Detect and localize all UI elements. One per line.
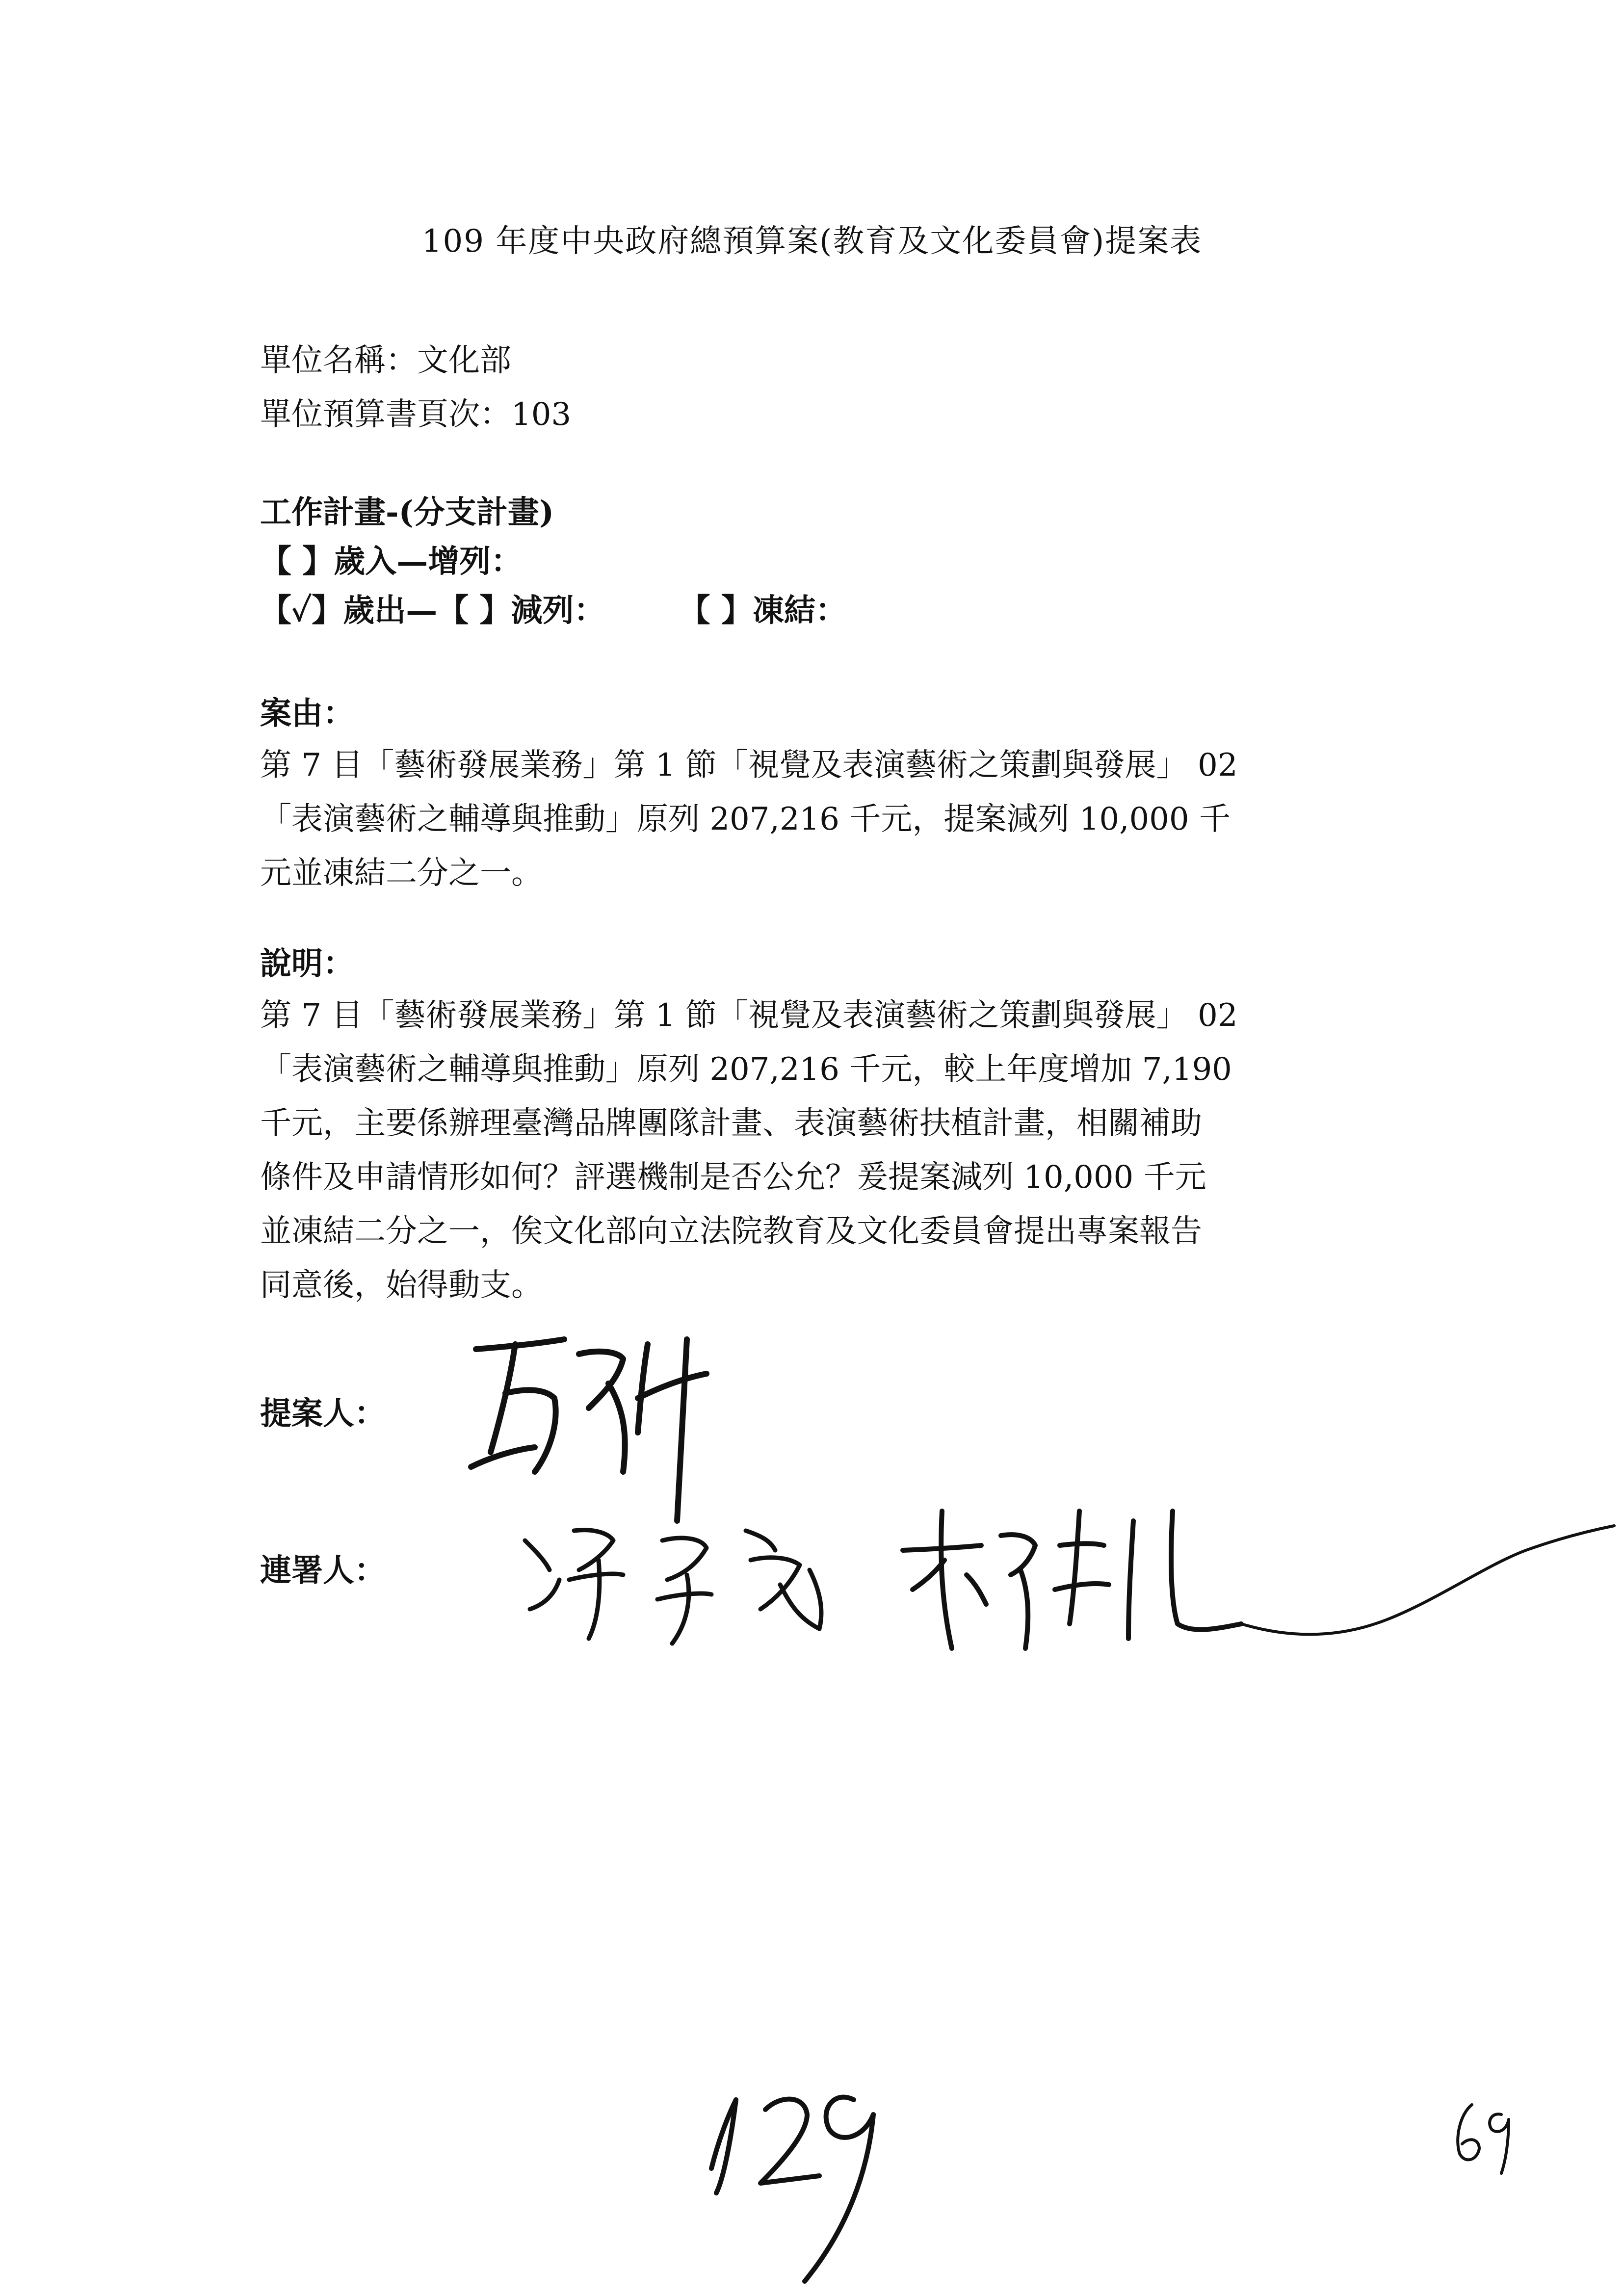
revenue-line: 【 】歲入—增列： — [260, 543, 523, 580]
reason-heading: 案由： — [260, 695, 354, 732]
explanation-line: 千元，主要係辦理臺灣品牌團隊計畫、表演藝術扶植計畫，相關補助 — [260, 1105, 1202, 1142]
explanation-line: 同意後，始得動支。 — [260, 1267, 543, 1304]
explanation-line: 第 7 目「藝術發展業務」第 1 節「視覺及表演藝術之策劃與發展」 02 — [260, 997, 1238, 1034]
handwritten-page-number-69 — [1447, 2100, 1521, 2178]
explanation-line: 條件及申請情形如何？評選機制是否公允？爰提案減列 10,000 千元 — [260, 1159, 1206, 1196]
reason-line: 「表演藝術之輔導與推動」原列 207,216 千元，提案減列 10,000 千 — [260, 801, 1231, 837]
cosigner-signature-1 — [515, 1511, 859, 1658]
reason-paragraph — [260, 738, 1238, 900]
plan-heading: 工作計畫-(分支計畫) — [260, 494, 554, 531]
unit-page-line: 單位預算書頁次：103 — [260, 396, 572, 433]
explanation-paragraph — [260, 989, 1238, 1312]
explanation-line: 「表演藝術之輔導與推動」原列 207,216 千元，較上年度增加 7,190 — [260, 1051, 1232, 1088]
cosigner-label: 連署人： — [260, 1552, 386, 1589]
reason-line: 第 7 目「藝術發展業務」第 1 節「視覺及表演藝術之策劃與發展」 02 — [260, 747, 1238, 783]
explanation-line: 並凍結二分之一，俟文化部向立法院教育及文化委員會提出專案報告 — [260, 1213, 1202, 1250]
freeze-label: 【 】凍結： — [679, 592, 847, 629]
unit-name-line: 單位名稱：文化部 — [260, 342, 511, 379]
reason-line: 元並凍結二分之一。 — [260, 855, 543, 891]
proposer-label: 提案人： — [260, 1395, 386, 1432]
document-title: 109 年度中央政府總預算案(教育及文化委員會)提案表 — [421, 223, 1203, 260]
proposer-signature — [461, 1325, 736, 1531]
handwritten-page-number-129 — [707, 2080, 893, 2286]
explanation-heading: 說明： — [260, 945, 354, 982]
cosigner-signature-2 — [898, 1491, 1619, 1678]
expense-reduce-label: 【✓】歲出—【 】減列： — [260, 592, 605, 629]
expense-line — [260, 584, 847, 638]
